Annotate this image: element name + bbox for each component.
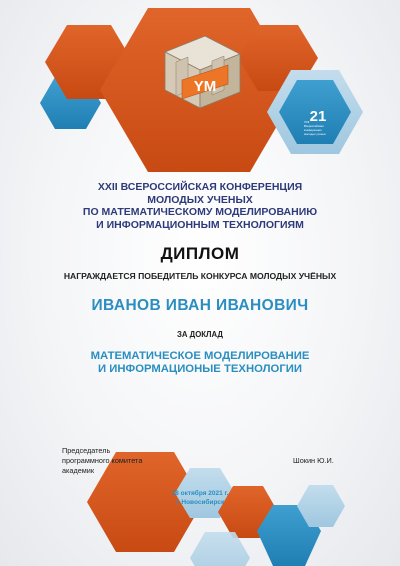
- svg-text:конференция: конференция: [304, 128, 322, 132]
- chair-title: [62, 446, 142, 476]
- svg-text:Всероссийская: Всероссийская: [304, 124, 324, 128]
- city-text: г. Новосибирск: [175, 498, 225, 506]
- conference-title: [0, 181, 400, 231]
- chair-title-line: академик: [62, 466, 95, 475]
- svg-text:21: 21: [309, 108, 327, 125]
- report-title: [0, 350, 400, 376]
- conference-title-line: МОЛОДЫХ УЧЕНЫХ: [147, 193, 253, 206]
- svg-text:XXII: XXII: [304, 120, 310, 124]
- conference-title-line: И ИНФОРМАЦИОННЫМ ТЕХНОЛОГИЯМ: [96, 218, 304, 231]
- svg-text:молодых ученых: молодых ученых: [304, 132, 326, 136]
- chair-title-line: Председатель: [62, 446, 111, 455]
- date-text: 28 октября 2021 г.: [171, 490, 229, 497]
- awarded-text: НАГРАЖДАЕТСЯ ПОБЕДИТЕЛЬ КОНКУРСА МОЛОДЫХ УЧЁНЫХ: [63, 271, 337, 281]
- conference-title-line: ПО МАТЕМАТИЧЕСКОМУ МОДЕЛИРОВАНИЮ: [82, 206, 318, 218]
- chair-title-line: программного комитета: [62, 456, 143, 465]
- conference-title-line: XXII ВСЕРОССИЙСКАЯ КОНФЕРЕНЦИЯ: [97, 181, 303, 193]
- report-title-line: И ИНФОРМАЦИОНЫЕ ТЕХНОЛОГИИ: [98, 363, 302, 375]
- diploma-title: ДИПЛОМ: [160, 244, 240, 263]
- report-title-line: МАТЕМАТИЧЕСКОЕ МОДЕЛИРОВАНИЕ: [90, 350, 310, 362]
- date-place: [0, 490, 400, 507]
- for-report-label: ЗА ДОКЛАД: [176, 330, 223, 339]
- signer-name: Шокин Ю.И.: [293, 456, 334, 465]
- svg-text:YM: YM: [193, 78, 217, 95]
- winner-name: ИВАНОВ ИВАН ИВАНОВИЧ: [91, 297, 309, 314]
